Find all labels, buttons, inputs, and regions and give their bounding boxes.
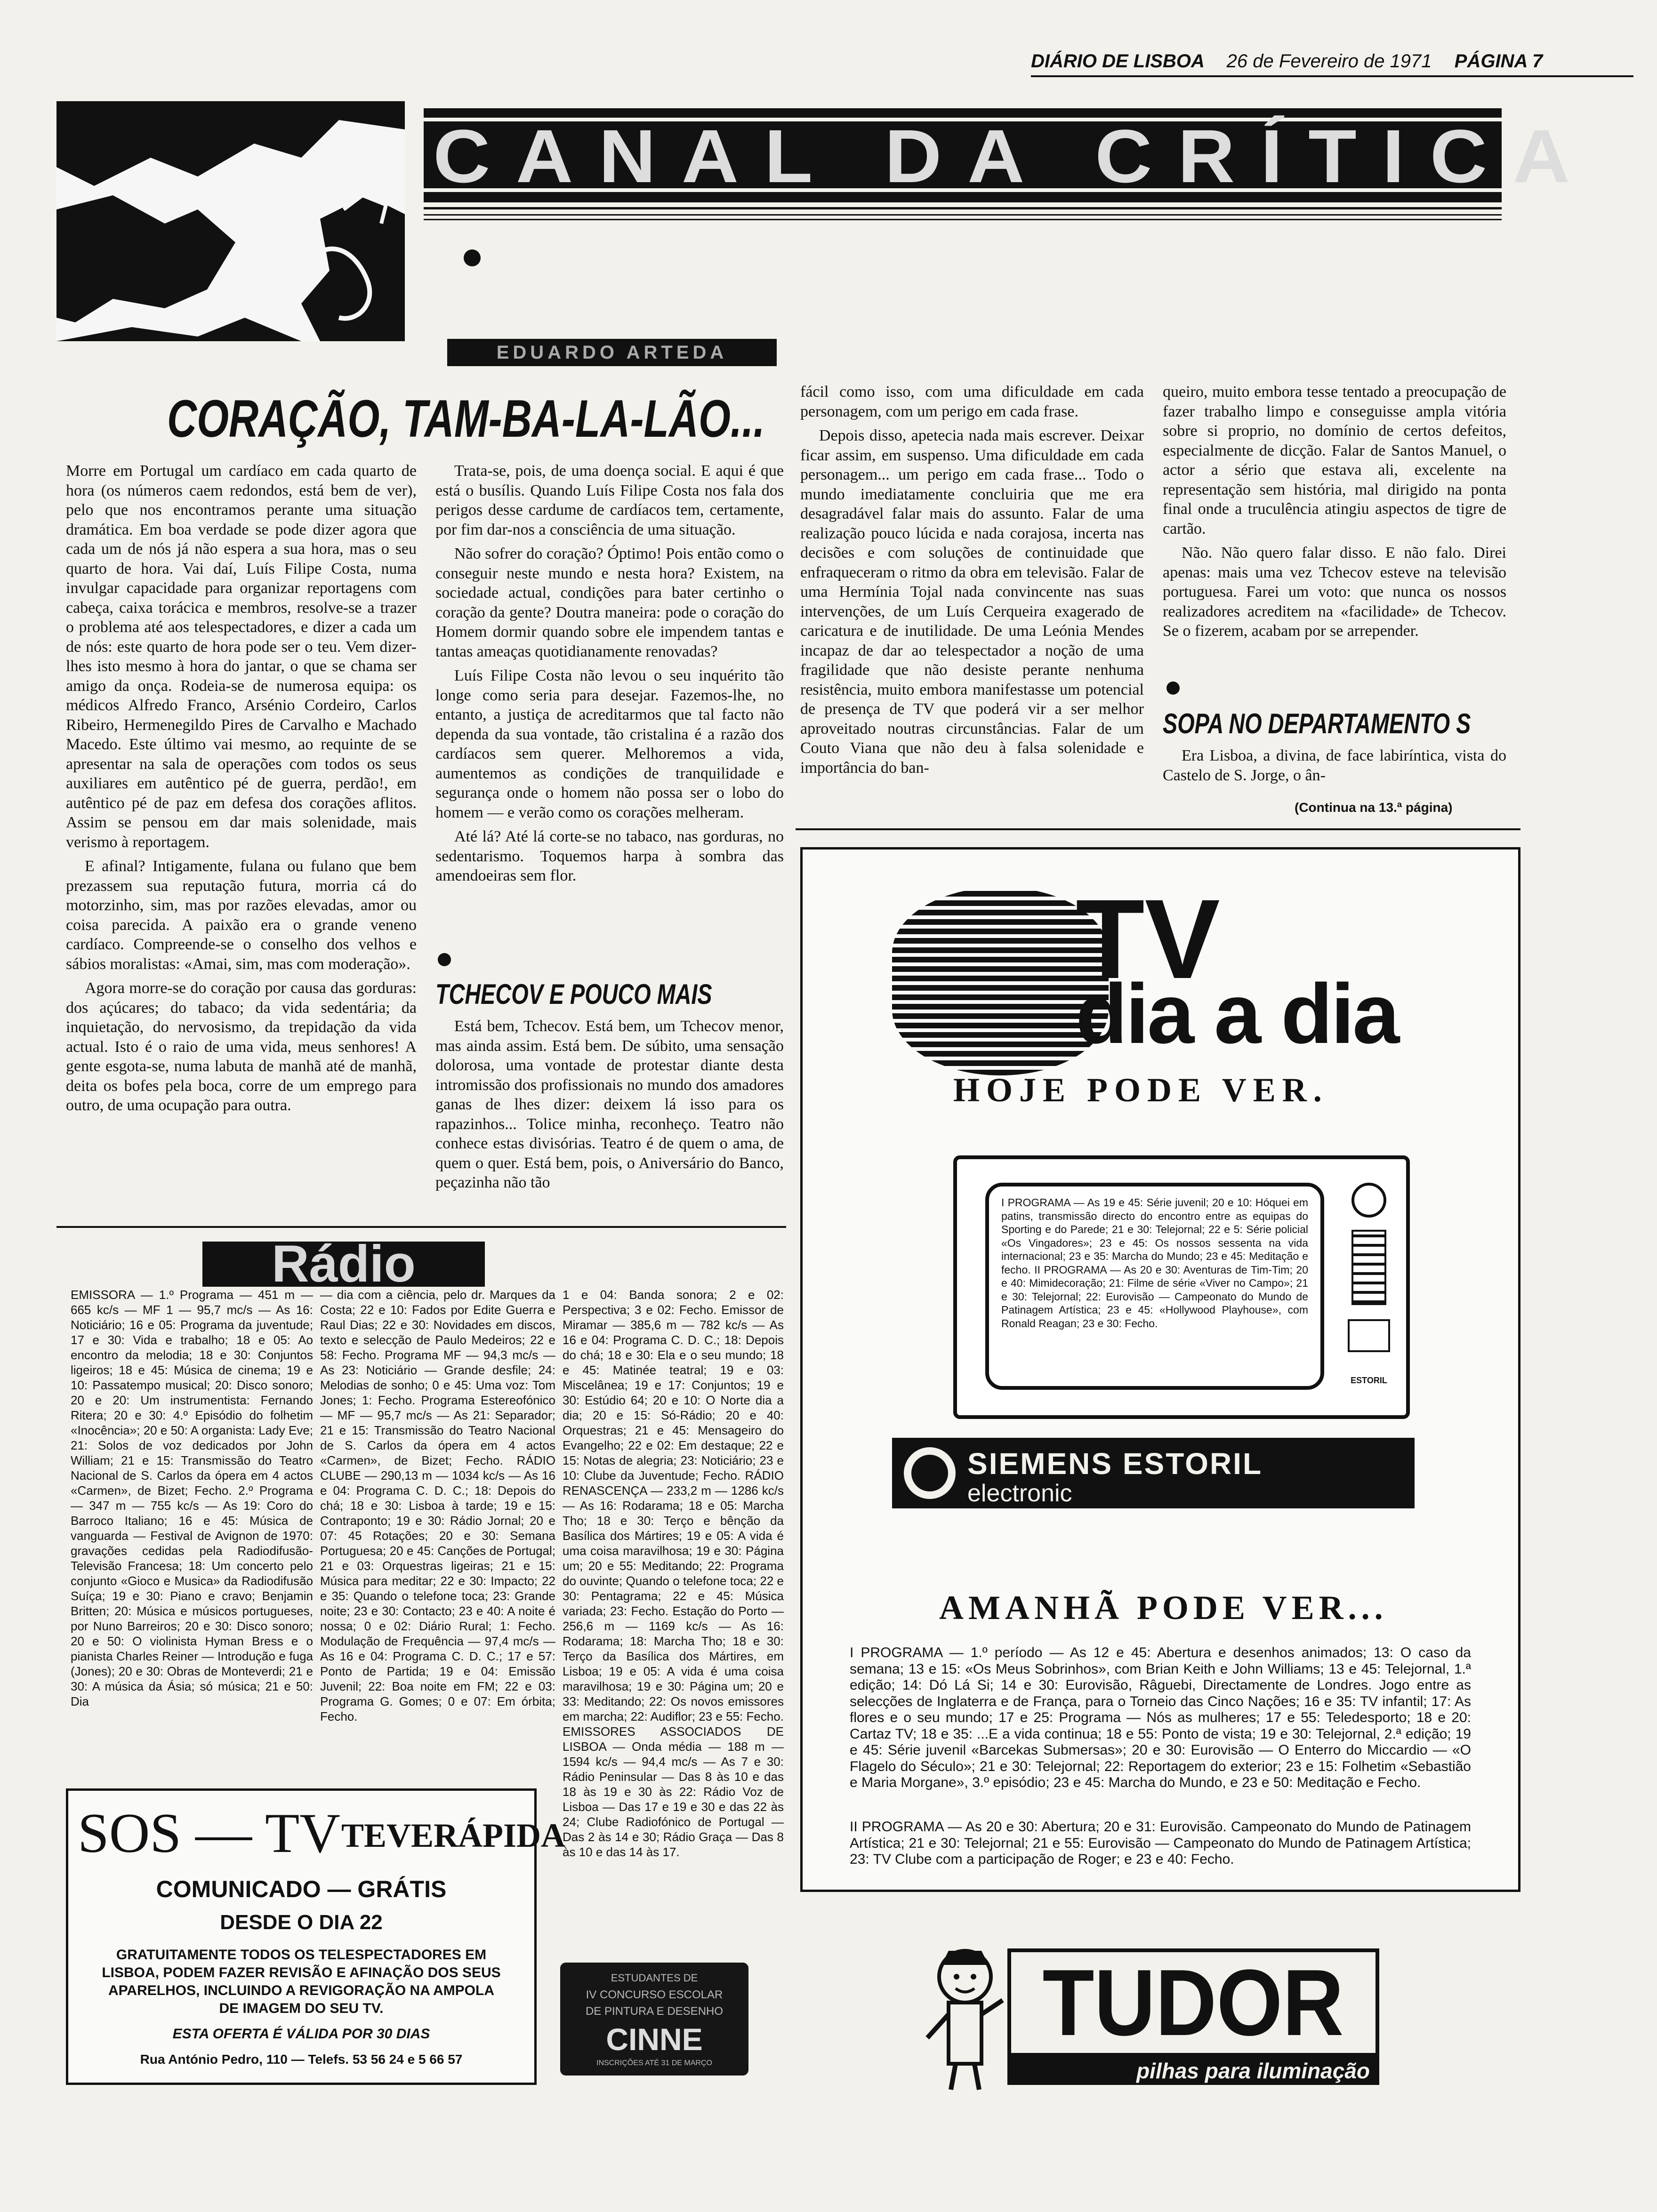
- sos-tv-ad: [66, 1788, 566, 2085]
- tv-set: [953, 1155, 1410, 1419]
- paragraph: Está bem, Tchecov. Está bem, um Tchecov menor, mas ainda assim. Está bem. De súbito, uma sensação dolorosa, uma vontade de protestar diante desta intromissão dos profissionais no mundo dos amadores ganas de lhes dizer: deixem lá isso para os rapazinhos... Tolice minha, reconheço. Teatro não conhece estas divisórias. Teatro é de quem o ama, de quem o quer. Está bem, pois, o Aniversário do Banco, peçazinha não tão: [435, 1018, 784, 1191]
- tudor-ad: [923, 1939, 1393, 2099]
- amanha-program-1: I PROGRAMA — 1.º período — As 12 e 45: Abertura e desenhos animados; 13: O caso da semana; 13 e 15: «Os Meus Sobrinhos», com Brian Keith e John Williams; 13 e 45: Telejornal, 1.ª edição; 14: Dó Lá Si; 14 e 30: Eurovisão, Râguebi, Directamente de Londres. Jogo entre as selecções de Inglaterra e de França, para o Torneio das Cinco Nações; 16 e 35: TV infantil; 17: As flores e o seu mundo; 17 e 25: Programa — Nós as mulheres; 17 e 55: Teledesporto; 18 e 20: Cartaz TV; 18 e 35: ...E a vida continua; 18 e 55: Ponto de vista; 19 e 30: Telejornal, 2.ª edição; 19 e 45: Série juvenil «Barcekas Submersas»; 20 e 30: Eurovisão — O Enterro do Miccardio — «O Flagelo do Século»; 21 e 30: Telejornal; 22: Reportagem do exterior; 23 e 15: Folhetim «Sebastião e Maria Morgane», 3.º episódio; 23 e 45: Marcha do Mundo, e 23 e 50: Meditação e Fecho.: [850, 1645, 1471, 1790]
- siemens-brand: SIEMENS ESTORIL: [967, 1447, 1263, 1481]
- teverapida-title: TEVERÁPIDA: [341, 1817, 566, 1854]
- title-rule: [424, 219, 1502, 220]
- radio-column-2: — dia com a ciência, pelo dr. Marques da Costa; 22 e 10: Fados por Edite Guerra e Raul Dias; 22 e 30: Novidades em discos, texto e selecção de Paulo Medeiros; 22 e 58: Fecho. Programa MF — 94,3 mc/s — As 23: Noticiário — Grande desfile; 24: Melodias de sonho; 0 e 45: Uma voz: Tom Jones; 1: Fecho. Programa Estereofónico — MF — 95,7 mc/s — As 21: Separador; 21 e 15: Transmissão do Teatro Nacional de S. Carlos da ópera em 4 actos «Carmen», de Bizet; Fecho. RÁDIO CLUBE — 290,13 m — 1034 kc/s — As 16 e 04: Programa C. D. C.; 18: Depois do chá; 18 e 30: Lisboa à tarde; 19 e 15: Contraponto; 19 e 30: Rádio Jornal; 20 e 07: 45 Rotações; 20 e 30: Semana Portuguesa; 20 e 45: Canções de Portugal; 21 e 03: Orquestras ligeiras; 21 e 15: Música para meditar; 22 e 30: Impacto; 22 e 35: Quando o telefone toca; 23: Grande noite; 23 e 30: Contacto; 23 e 40: A noite é nossa; 0 e 02: Diário Rural; 1: Fecho. Modulação de Frequência — 97,4 mc/s — As 16 e 04: Programa C. D. C.; 17 e 57: Ponto de Partida; 19 e 04: Emissão Juvenil; 22: Boa noite em FM; 22 e 03: Programa G. Gomes; 0 e 07: Em órbita; Fecho.: [320, 1288, 555, 1723]
- siemens-band: [892, 1438, 1415, 1508]
- amanha-program-2: II PROGRAMA — As 20 e 30: Abertura; 20 e 31: Eurovisão. Campeonato do Mundo de Patinagem Artística; 21 e 30: Telejornal; 21 e 55: Eurovisão — Campeonato do Mundo de Patinagem Artística; 23: TV Clube com a participação de Roger; e 23 e 40: Fecho.: [850, 1819, 1471, 1867]
- paper-name: DIÁRIO DE LISBOA: [1031, 51, 1204, 72]
- sos-offer: ESTA OFERTA É VÁLIDA POR 30 DIAS: [172, 2026, 430, 2042]
- bullet-icon: [464, 249, 481, 266]
- radio-title: Rádio: [272, 1235, 416, 1293]
- tudor-brand: TUDOR: [1043, 1950, 1344, 2055]
- sos-tv-title: SOS — TV: [78, 1802, 340, 1864]
- paragraph: Não sofrer do coração? Óptimo! Pois então como o conseguir neste mundo e nesta hora? Existem, na sociedade actual, condições para bater certinho o coração da gente? Doutra maneira: pode o coração do Homem dormir quando sobre ele impendem tantas e tantas ameaças quotidianamente renovadas?: [435, 545, 784, 660]
- tudor-brand-box: [1007, 1948, 1379, 2057]
- amanha-heading: AMANHÃ PODE VER...: [939, 1589, 1388, 1627]
- subheading: TCHECOV E POUCO MAIS: [435, 978, 712, 1010]
- siemens-sub: electronic: [967, 1480, 1072, 1507]
- sos-line1: COMUNICADO — GRÁTIS: [156, 1876, 447, 1902]
- paragraph: Até lá? Até lá corte-se no tabaco, nas gorduras, no sedentarismo. Toquemos harpa à sombra das amendoeiras sem flor.: [435, 828, 784, 884]
- bullet-icon: [438, 953, 451, 966]
- paragraph: fácil como isso, com uma dificuldade em cada personagem, com um perigo em cada frase.: [800, 383, 1144, 420]
- article-column-4: [1163, 382, 1506, 646]
- horizontal-rule: [796, 828, 1520, 830]
- cinne-line3: DE PINTURA E DESENHO: [585, 2005, 724, 2018]
- article-column-2: [435, 461, 784, 890]
- paragraph: Trata-se, pois, de uma doença social. E aqui é que está o busílis. Quando Luís Filipe Costa nos fala dos perigos desse cardume de cardíacos tem, certamente, por fim dar-nos a consciência de uma situação.: [435, 462, 784, 538]
- page-number: PÁGINA 7: [1454, 51, 1543, 72]
- tv-control-panel: [1343, 1178, 1395, 1399]
- cinne-ad: [560, 1963, 748, 2076]
- byline: EDUARDO ARTEDA: [447, 339, 777, 366]
- cinne-line4: INSCRIÇÕES ATÉ 31 DE MARÇO: [596, 2059, 712, 2067]
- masthead: [1031, 51, 1633, 74]
- radio-column-1: EMISSORA — 1.º Programa — 451 m — 665 kc/s — MF 1 — 95,7 mc/s — As 16: Noticiário; 16 e 05: Programa da juventude; 17 e 30: Vida e trabalho; 18 e 05: Ao encontro da melodia; 18 e 30: Conjuntos ligeiros; 18 e 45: Música de cinema; 19 e 10: Passatempo musical; 20: Disco sonoro; 20 e 20: Um instrumentista: Fernando Ritera; 20 e 30: 4.º Episódio do folhetim «Inocência»; 20 e 50: A organista: Lady Eve; 21: Solos de voz dedicados por John William; 21 e 15: Transmissão do Teatro Nacional de S. Carlos da ópera em 4 actos «Carmen», de Bizet; Fecho. 2.º Programa — 347 m — 755 kc/s — As 19: Coro do Barroco Italiano; 16 e 45: Música de vanguarda — Festival de Avignon de 1970: gravações cedidas pela Radiodifusão-Televisão Francesa; 18: Um concerto pelo conjunto «Gioco e Musica» da Radiodifusão Suíça; 19 e 30: Piano e cravo; Benjamin Britten; 20: Música e músicos portugueses, por Nuno Barreiros; 20 e 30: Disco sonoro; 20 e 50: O violinista Hyman Bress e o pianista Charles Reiner — Introdução e fuga (Jones); 20 e 30: Obras de Monteverdi; 21 e 30: A música da Ásia; só música; 21 e 50: Dia: [71, 1288, 313, 1708]
- radio-banner: [202, 1235, 485, 1293]
- masthead-rule: [1031, 75, 1633, 77]
- section-title: CANAL DA CRÍTICA: [433, 114, 1596, 198]
- sos-address: Rua António Pedro, 110 — Telefs. 53 56 24 e 5 66 57: [140, 2052, 463, 2067]
- paragraph: E afinal? Intigamente, fulana ou fulano que bem prezassem sua reputação futura, morria cá do motorzinho, sim, mas por razões elevadas, amor ou coisa parecida. A paixão era o grande veneno cardíaco. Compreende-se o conselho dos velhos e sábios moralistas: «Amai, sim, mas com moderação».: [66, 858, 417, 973]
- article-column-2b: [435, 1017, 784, 1197]
- cinne-line1: ESTUDANTES DE: [611, 1972, 698, 1984]
- article-column-1: [66, 461, 417, 1120]
- cinne-line2: IV CONCURSO ESCOLAR: [586, 1988, 723, 2001]
- subheading: SOPA NO DEPARTAMENTO S: [1163, 708, 1471, 739]
- section-title-block: [424, 108, 1596, 202]
- title-rule: [424, 214, 1502, 216]
- tv-logo-subtitle: dia a dia: [1076, 967, 1398, 1061]
- continued-note: (Continua na 13.ª página): [1295, 800, 1453, 815]
- article-column-4b: [1163, 746, 1506, 790]
- tv-screen-text: I PROGRAMA — As 19 e 45: Série juvenil; 20 e 10: Hóquei em patins, transmissão directo do encontro entre as equipas do Sporting e do Parede; 21 e 30: Telejornal; 22 e 5: Série policial «Os Vingadores»; 23 e 45: Os nossos sessenta na vida internacional; 23 e 35: Marcha do Mundo; 23 e 45: Meditação e fecho. II PROGRAMA — As 20 e 30: Aventuras de Tim-Tim; 20 e 40: Mimidecoração; 21: Filme de série «Viver no Campo»; 21 e 30: Telejornal; 22: Eurovisão — Campeonato do Mundo de Patinagem Artística; 23 e 45: «Hollywood Playhouse», com Ronald Reagan; 23 e 30: Fecho.: [1001, 1196, 1308, 1330]
- paragraph: queiro, muito embora tesse tentado a preocupação de fazer trabalho limpo e conseguisse ampla vitória sobre si proprio, no domínio de certos defeitos, especialmente de dicção. Falar de Santos Manuel, o actor a sério que estava ali, excelente na representação sem história, mal dirigido na ponta final onde a truculência atingiu aspectos de tigre de cartão.: [1163, 383, 1506, 537]
- cinne-brand: CINNE: [606, 2022, 703, 2057]
- sos-body: GRATUITAMENTE TODOS OS TELESPECTADORES EM LISBOA, PODEM FAZER REVISÃO E AFINAÇÃO DOS SEUS APARELHOS, INCLUINDO A REVIGORAÇÃO NA AMPOLA DE IMAGEM DO SEU TV.: [102, 1947, 501, 2016]
- headline: CORAÇÃO, TAM-BA-LA-LÃO...: [167, 389, 765, 448]
- tudor-mascot-icon: [923, 1944, 1007, 2094]
- sos-line2: DESDE O DIA 22: [220, 1911, 383, 1934]
- bullet-icon: [1166, 681, 1180, 695]
- hoje-heading: HOJE PODE VER.: [953, 1071, 1328, 1109]
- tudor-slogan: pilhas para iluminação: [1007, 2057, 1379, 2085]
- section-photo: [56, 101, 405, 341]
- paragraph: Era Lisboa, a divina, de face labiríntica, vista do Castelo de S. Jorge, o ân-: [1163, 747, 1506, 784]
- tv-screen: [985, 1183, 1324, 1390]
- paragraph: Morre em Portugal um cardíaco em cada quarto de hora (os números caem redondos, está bem de ver), pelo que nos encontramos perante uma situação dramática. Em boa verdade se pode dizer agora que cada um de nós já não espera a sua hora, mas o seu quarto de hora. Vai daí, Luís Filipe Costa, numa invulgar capacidade para organizar reportagens com cabeça, caixa torácica e membros, resolve-se a trazer o problema até aos telespectadores, e dizer a cada um de nós: este quarto de hora pode ser o teu. Vem dizer-lhes isto mesmo à hora do jantar, o que se chama ser amigo da onça. Rodeia-se de numerosa equipa: os médicos Alfredo Franco, Arsénio Cordeiro, Carlos Ribeiro, Hermenegildo Pires de Carvalho e Machado Macedo. Este último vai mesmo, ao requinte de se apresentar na sala de operações com todos os seus auxiliares em autêntico pé de guerra, perdão!, em autêntico pé de paz em defesa dos corações aflitos. Assim se pensou em dar mais solenidade, mais verismo à reportagem.: [66, 462, 417, 851]
- article-column-3: [800, 382, 1144, 782]
- tv-dia-a-dia-panel: [800, 847, 1520, 1892]
- paragraph: Luís Filipe Costa não levou o seu inquérito tão longe como seria para desejar. Fazemos-lhe, no entanto, a justiça de acreditarmos que tal facto não dependa da sua vontade, tão cristalina é a razão dos cardíacos sem querer. Melhoremos a vida, aumentemos as condições de tranquilidade e segurança onde o homem não possa ser o lobo do homem — e verão como os corações melheram.: [435, 667, 784, 821]
- issue-date: 26 de Fevereiro de 1971: [1226, 51, 1432, 72]
- title-rule: [424, 207, 1502, 209]
- tv-set-brand: ESTORIL: [1351, 1376, 1387, 1385]
- paragraph: Agora morre-se do coração por causa das gorduras: dos açúcares; do tabaco; da vida sedentária; da inquietação, do nervosismo, da trepidação da vida actual. Isto é o raio de uma vida, meus senhores! A gente esgota-se, numa labuta de manhã até de manhã, deita os bofes pela boca, corre de um emprego para outro, de uma ocupação para outra.: [66, 979, 417, 1114]
- horizontal-rule: [56, 1226, 786, 1228]
- paragraph: Não. Não quero falar disso. E não falo. Direi apenas: mais uma vez Tchecov esteve na televisão portuguesa. Farei um voto: que nunca os nossos realizadores acreditem na «facilidade» de Tchecov. Se o fizerem, acabam por se arrepender.: [1163, 544, 1506, 640]
- paragraph: Depois disso, apetecia nada mais escrever. Deixar ficar assim, em suspenso. Uma dificuldade em cada personagem... um perigo em cada frase... Todo o mundo imediatamente concluiria que me era desagradável falar mais do assunto. Falar de uma realização pouco lúcida e nada corajosa, incerta nas decisões e com soluções de continuidade que enfraqueceram o ritmo da obra em televisão. Falar de uma Hermínia Tojal nada convincente nas suas intervenções, de um Luís Cerqueira exagerado de caricatura e de inutilidade. De uma Leónia Mendes incapaz de dar ao telespectador a noção de uma fragilidade que não desiste perante nenhuma resistência, muito embora manifestasse um potencial de presença de TV que poderá vir a ser melhor aproveitado noutras circunstâncias. Falar de um Couto Viana que não deu à falsa solenidade e importância do ban-: [800, 427, 1144, 777]
- tv-logo: TV: [1076, 876, 1220, 1002]
- radio-column-3: 1 e 04: Banda sonora; 2 e 02: Perspectiva; 3 e 02: Fecho. Emissor de Miramar — 385,6 m — 782 kc/s — As 16 e 04: Programa C. D. C.; 18: Depois do chá; 18 e 30: Ela e o seu mundo; 18 e 45: Matinée teatral; 19 e 03: Miscelânea; 19 e 17: Conjuntos; 19 e 30: Estúdio 64; 20 e 10: O Norte dia a dia; 20 e 15: Só-Rádio; 20 e 40: Orquestras; 21 e 45: Mensageiro do Evangelho; 22 e 02: Em destaque; 22 e 15: Notas de alegria; 23: Noticiário; 23 e 10: Clube da Juventude; Fecho. RÁDIO RENASCENÇA — 233,2 m — 1286 kc/s — As 16: Rodarama; 18 e 05: Marcha Tho; 18 e 30: Terço e bênção da Basílica dos Mártires; 19 e 05: A vida é uma coisa maravilhosa; 19 e 30: Página um; 20 e 55: Meditando; 22: Programa do ouvinte; Quando o telefone toca; 22 e 30: Pentagrama; 22 e 45: Música variada; 23: Fecho. Estação do Porto — 256,6 m — 1169 kc/s — As 16: Rodarama; 18: Marcha Tho; 18 e 30: Terço da Basílica dos Mártires, em Lisboa; 19 e 05: A vida é uma coisa maravilhosa; 19 e 30: Página um; 20 e 33: Meditando; 22: Os novos emissores em marcha; 22: Audiflor; 23 e 55: Fecho. EMISSORES ASSOCIADOS DE LISBOA — Onda média — 188 m — 1594 kc/s — 94,4 mc/s — As 7 e 30: Rádio Peninsular — Das 8 às 10 e das 18 às 19 e 30 às 22: Rádio Voz de Lisboa — Das 17 e 19 e 30 e das 22 às 24; Clube Radiofónico de Portugal — Das 2 às 14 e 30; Rádio Graça — Das 8 às 10 e das 14 às 17.: [563, 1288, 784, 1859]
